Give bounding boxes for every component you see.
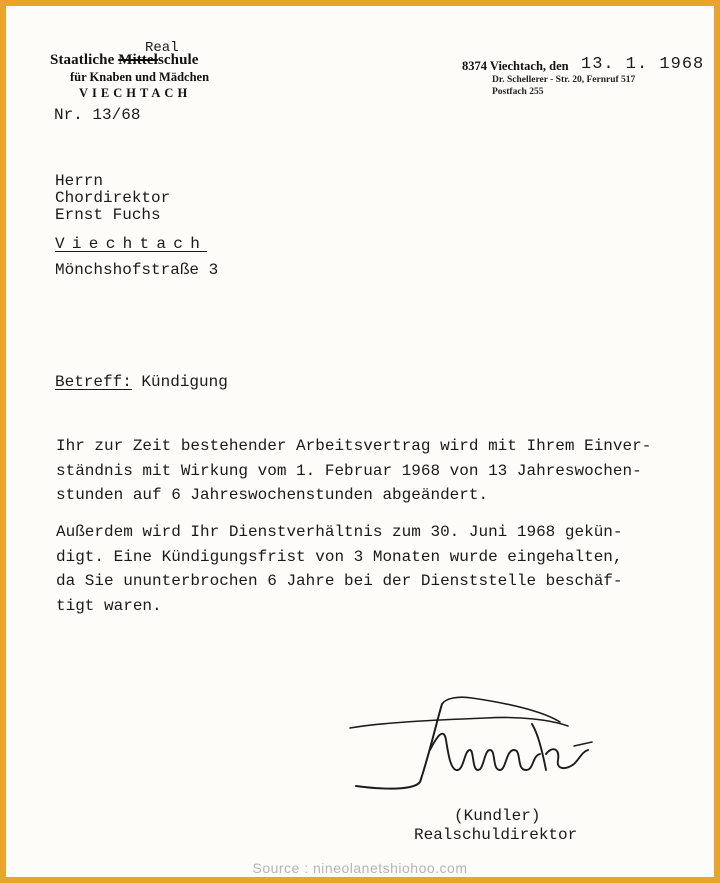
school-correction: Real — [145, 40, 179, 56]
street-phone: Dr. Schellerer - Str. 20, Fernruf 517 — [492, 75, 636, 85]
recipient-street: Mönchshofstraße 3 — [55, 261, 219, 279]
postbox: Postfach 255 — [492, 87, 544, 97]
subject-text: Kündigung — [131, 373, 228, 391]
body-paragraph-1: Ihr zur Zeit bestehender Arbeitsvertrag wird mit Ihrem Einver- ständnis mit Wirkung vom 1. Februar 1968 von 13 Jahreswochen- stunden auf 6 Jahreswochenstunden abgeändert. — [56, 437, 652, 504]
reference-number: Nr. 13/68 — [54, 106, 141, 124]
recipient-address — [55, 173, 170, 224]
school-prefix: Staatliche — [50, 52, 119, 68]
place-prefix: 8374 Viechtach, den — [462, 59, 569, 73]
recipient-line: Herrn — [55, 172, 104, 190]
school-town: VIECHTACH — [79, 86, 192, 100]
source-watermark: Source : nineolanetshiohoo.com — [252, 860, 468, 876]
subject-line — [55, 373, 228, 391]
signatory-name: (Kundler) — [454, 807, 541, 825]
subject-label: Betreff: — [55, 373, 132, 391]
recipient-line: Ernst Fuchs — [55, 206, 161, 224]
school-gender-line: für Knaben und Mädchen — [70, 70, 210, 84]
school-struck-word: Mittel — [118, 52, 158, 68]
signatory-title: Realschuldirektor — [414, 826, 578, 844]
letter-date: 13. 1. 1968 — [581, 55, 705, 74]
recipient-city: Viechtach — [55, 235, 208, 253]
school-suffix: schule — [157, 52, 199, 68]
body-paragraph-2: Außerdem wird Ihr Dienstverhältnis zum 30. Juni 1968 gekün- digt. Eine Kündigungsfrist von 3 Monaten wurde eingehalten, da Sie ununterbrochen 6 Jahre bei der Dienststelle beschäf- tigt waren. — [56, 523, 623, 615]
handwritten-signature — [346, 694, 596, 804]
recipient-line: Chordirektor — [55, 189, 171, 207]
